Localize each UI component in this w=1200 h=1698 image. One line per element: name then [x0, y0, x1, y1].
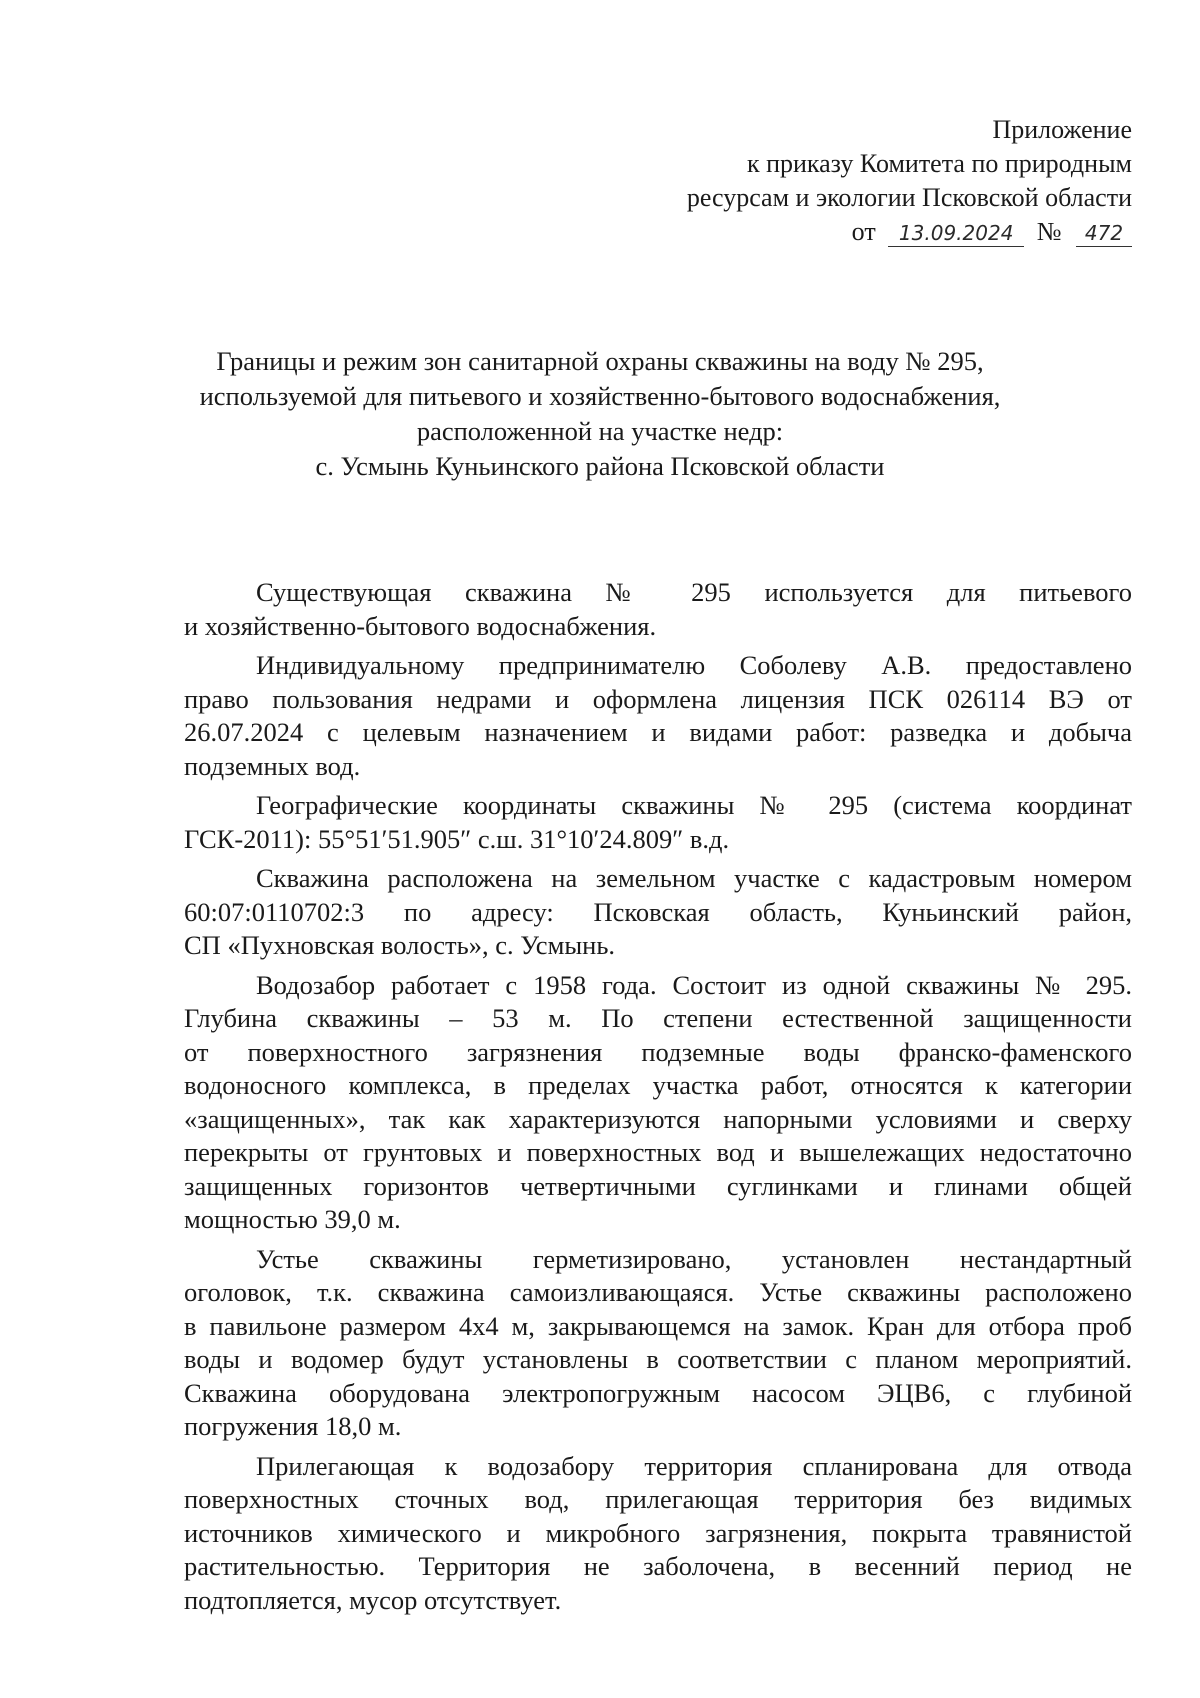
paragraph-line: право пользования недрами и оформлена лицензия ПСК 026114 ВЭ от — [184, 683, 1132, 714]
appendix-order-ref: к приказу Комитета по природным — [746, 149, 1132, 178]
paragraph-line: Скважина расположена на земельном участке с кадастровым номером — [256, 863, 1132, 893]
paragraph-line: Существующая скважина № 295 используется для питьевого — [256, 577, 1132, 607]
paragraph — [184, 1243, 1132, 1444]
paragraph-line: источников химического и микробного загрязнения, покрыта травянистой — [184, 1517, 1132, 1548]
paragraph-line: в павильоне размером 4х4 м, закрывающемся на замок. Кран для отбора проб — [184, 1310, 1132, 1341]
title-line: используемой для питьевого и хозяйственно-бытового водоснабжения, — [199, 381, 1001, 411]
paragraph — [184, 1450, 1132, 1618]
handwritten-date: 13.09.2024 — [888, 220, 1024, 247]
paragraph-line: Устье скважины герметизировано, установлен нестандартный — [256, 1243, 1132, 1274]
paragraph — [184, 969, 1132, 1237]
paragraph-line: воды и водомер будут установлены в соответствии с планом мероприятий. — [184, 1344, 1132, 1374]
appendix-date-number — [687, 215, 1132, 249]
paragraph-line: защищенных горизонтов четвертичными суглинками и глинами общей — [184, 1170, 1132, 1201]
paragraph-line: Географические координаты скважины № 295 (система координат — [256, 790, 1132, 820]
paragraph-line: растительностью. Территория не заболочена, в весенний период не — [184, 1551, 1132, 1581]
paragraph-line: ГСК-2011): 55°51′51.905″ с.ш. 31°10′24.809″ в.д. — [184, 823, 730, 854]
document-body — [184, 576, 1132, 1617]
paragraph-line: и хозяйственно-бытового водоснабжения. — [184, 610, 657, 641]
paragraph-line: перекрыты от грунтовых и поверхностных вод и вышележащих недостаточно — [184, 1137, 1132, 1167]
paragraph-line: погружения 18,0 м. — [184, 1411, 402, 1441]
paragraph-line: СП «Пухновская волость», с. Усмынь. — [184, 930, 616, 960]
paragraph-line: Глубина скважины – 53 м. По степени естественной защищенности — [184, 1003, 1132, 1033]
paragraph-line: Скважина оборудована электропогружным насосом ЭЦВ6, с глубиной — [184, 1377, 1132, 1408]
number-prefix: № — [1036, 217, 1062, 246]
paragraph-line: Индивидуальному предпринимателю Соболеву А.В. предоставлено — [256, 650, 1132, 680]
paragraph-line: Водозабор работает с 1958 года. Состоит из одной скважины № 295. — [256, 969, 1132, 1000]
appendix-committee: ресурсам и экологии Псковской области — [686, 183, 1132, 212]
paragraph-line: подтопляется, мусор отсутствует. — [184, 1584, 562, 1615]
appendix-header — [687, 113, 1132, 249]
title-line: расположенной на участке недр: — [416, 416, 784, 446]
paragraph — [184, 789, 1132, 856]
paragraph-line: мощностью 39,0 м. — [184, 1204, 401, 1234]
paragraph — [184, 649, 1132, 783]
paragraph-line: от поверхностного загрязнения подземные воды франско-фаменского — [184, 1036, 1132, 1067]
appendix-label: Приложение — [992, 115, 1132, 144]
document-title — [140, 344, 1060, 484]
paragraph — [184, 576, 1132, 643]
title-line: Границы и режим зон санитарной охраны скважины на воду № 295, — [216, 346, 984, 376]
paragraph-line: водоносного комплекса, в пределах участка работ, относятся к категории — [184, 1070, 1132, 1100]
handwritten-number: 472 — [1076, 220, 1132, 247]
paragraph-line: 60:07:0110702:3 по адресу: Псковская область, Куньинский район, — [184, 896, 1132, 927]
date-prefix: от — [851, 217, 876, 246]
paragraph-line: «защищенных», так как характеризуются напорными условиями и сверху — [184, 1103, 1132, 1134]
paragraph-line: Прилегающая к водозабору территория спланирована для отвода — [256, 1450, 1132, 1481]
paragraph — [184, 862, 1132, 963]
title-line: с. Усмынь Куньинского района Псковской области — [315, 451, 885, 481]
paragraph-line: подземных вод. — [184, 750, 361, 781]
paragraph-line: 26.07.2024 с целевым назначением и видами работ: разведка и добыча — [184, 717, 1132, 747]
paragraph-line: оголовок, т.к. скважина самоизливающаяся. Устье скважины расположено — [184, 1277, 1132, 1307]
paragraph-line: поверхностных сточных вод, прилегающая территория без видимых — [184, 1484, 1132, 1514]
